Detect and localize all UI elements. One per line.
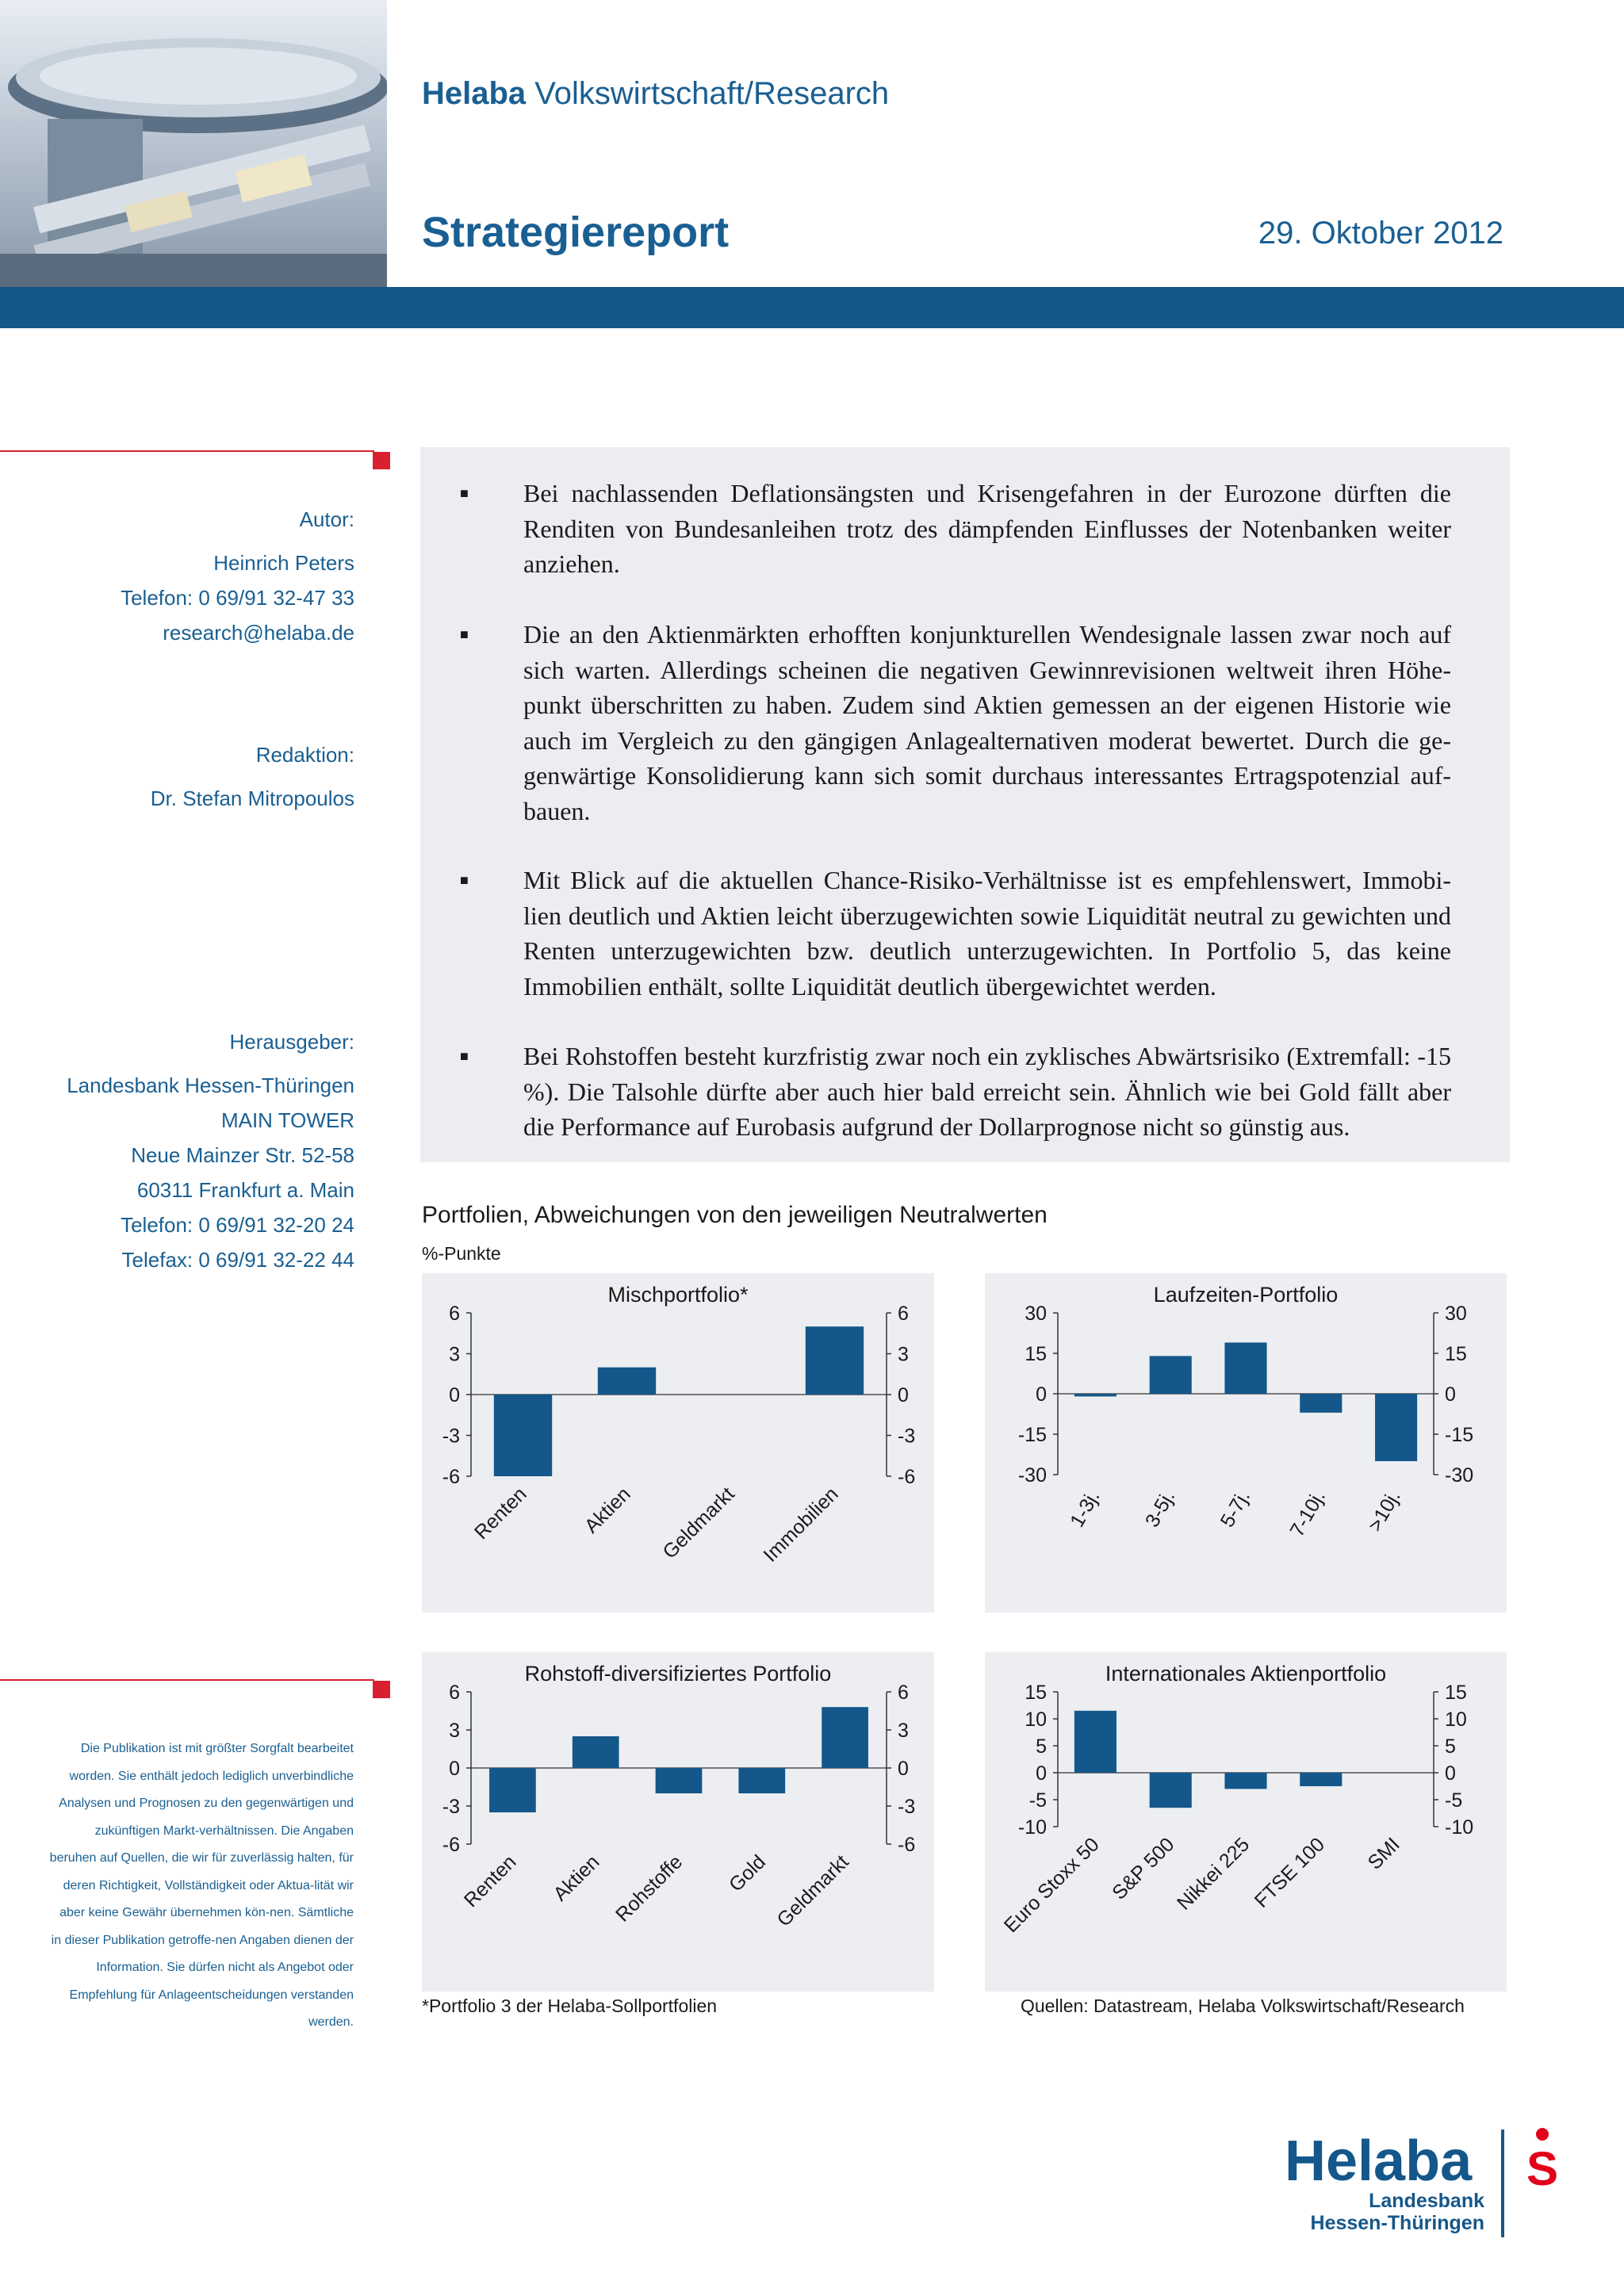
category-label: Geldmarkt [658, 1483, 739, 1563]
chart-panel-mischportfolio [422, 1273, 934, 1613]
y-tick-label-right: 3 [898, 1343, 909, 1366]
category-label: S&P 500 [1108, 1833, 1179, 1904]
bar [822, 1707, 868, 1768]
category-label: Geldmarkt [772, 1850, 853, 1931]
y-tick-label: 15 [1025, 1682, 1047, 1704]
bullet-marker: ■ [460, 485, 469, 501]
publisher-name: Landesbank Hessen-Thüringen [67, 1073, 354, 1097]
sparkasse-icon-dot [1536, 2128, 1549, 2141]
bar [598, 1368, 656, 1395]
chart-title: Laufzeiten-Portfolio [1153, 1283, 1339, 1307]
y-tick-label: -5 [1028, 1789, 1047, 1812]
header-photo [0, 0, 387, 287]
editor-name: Dr. Stefan Mitropoulos [150, 786, 354, 810]
category-label: Aktien [580, 1483, 635, 1538]
bullet-marker: ■ [460, 872, 469, 888]
y-tick-label-right: -5 [1445, 1789, 1463, 1812]
y-tick-label-right: -15 [1445, 1424, 1474, 1446]
y-tick-label-right: 10 [1445, 1709, 1467, 1731]
author-phone: Telefon: 0 69/91 32-47 33 [121, 586, 354, 610]
chart-title: Rohstoff-diversifiziertes Portfolio [524, 1662, 832, 1686]
y-tick-label-right: -6 [898, 1466, 916, 1488]
bar [1074, 1394, 1116, 1396]
sidebar-divider-2 [0, 1679, 374, 1681]
y-tick-label: -30 [1017, 1464, 1047, 1487]
y-tick-label-right: 0 [898, 1758, 909, 1780]
category-label: 1-3j. [1066, 1487, 1105, 1532]
category-label: 7-10j. [1285, 1487, 1330, 1541]
y-tick-label-right: 0 [1445, 1762, 1456, 1785]
bar [494, 1395, 552, 1476]
bar [1224, 1342, 1266, 1394]
summary-bullet [460, 476, 1451, 582]
publisher-phone: Telefon: 0 69/91 32-20 24 [121, 1213, 354, 1237]
y-tick-label: -3 [442, 1796, 460, 1818]
bar [1224, 1773, 1266, 1789]
y-tick-label: 6 [449, 1303, 460, 1325]
figure-title: Portfolien, Abweichungen von den jeweiligen Neutralwerten [422, 1202, 1048, 1228]
y-tick-label-right: -3 [898, 1796, 916, 1818]
category-label: FTSE 100 [1250, 1833, 1330, 1912]
bar [806, 1326, 864, 1395]
y-tick-label: -15 [1017, 1424, 1047, 1446]
logo-divider [1501, 2130, 1504, 2237]
bar [1375, 1394, 1417, 1461]
y-tick-label: 0 [449, 1384, 460, 1406]
author-email[interactable]: research@helaba.de [163, 621, 354, 645]
publisher-fax: Telefax: 0 69/91 32-22 44 [121, 1248, 354, 1272]
bullet-text: Bei Rohstoffen besteht kurzfristig zwar noch ein zyklisches Abwärtsrisiko (Extremfall: -15 %). Die Talsohle dürfte aber auch hier bald erreicht sein. Ähnlich wie bei Gold fällt aber die Performance auf Eurobasis aufgrund der Dollarprognose nicht so günstig aus. [523, 1042, 1451, 1141]
helaba-logo-graphic [1285, 2125, 1564, 2244]
y-tick-label-right: -10 [1445, 1816, 1474, 1839]
summary-bullet [460, 617, 1451, 828]
bullet-text: Die an den Aktienmärkten erhofften konjunkturellen Wendesignale lassen zwar noch auf sich warten. Allerdings scheinen die negativen Gewinnrevisionen weltweit ihren Höhe-punkt überschritten zu haben. Zudem sind Aktien gemessen an der eigenen Historie wie auch im Vergleich zu den gängigen Anlagealternativen moderat bewertet. Durch die ge-genwärtige Konsolidierung kann sich somit durchaus interessantes Ertragspotenzial auf-bauen. [523, 620, 1451, 825]
figure-sources: Quellen: Datastream, Helaba Volkswirtschaft/Research [1021, 1996, 1465, 2016]
chart-mischportfolio [422, 1273, 934, 1613]
category-label: Rohstoffe [611, 1850, 688, 1927]
category-label: Immobilien [759, 1483, 843, 1567]
y-tick-label-right: -6 [898, 1834, 916, 1856]
y-tick-label-right: 6 [898, 1682, 909, 1704]
y-tick-label: -6 [442, 1466, 460, 1488]
category-label: >10j. [1364, 1487, 1405, 1536]
chart-panel-rohstoff [422, 1652, 934, 1992]
brand-line [422, 76, 889, 112]
bullet-text: Mit Blick auf die aktuellen Chance-Risiko-Verhältnisse ist es empfehlenswert, Immobi-lien deutlich und Aktien leicht überzugewichten sowie Liquidität neutral zu gewichten und Renten unterzugewichten bzw. deutlich unterzugewichten. In Portfolio 5, das keine Immobilien enthält, sollte Liquidität deutlich übergewichtet werden. [523, 866, 1451, 1001]
y-tick-label: 3 [449, 1720, 460, 1742]
chart-international [985, 1652, 1507, 1992]
y-tick-label: 6 [449, 1682, 460, 1704]
bar [573, 1736, 619, 1768]
sparkasse-icon: S [1526, 2142, 1559, 2195]
y-tick-label-right: -3 [898, 1425, 916, 1448]
y-tick-label-right: -30 [1445, 1464, 1474, 1487]
y-tick-label-right: 30 [1445, 1303, 1467, 1325]
disclaimer: Die Publikation ist mit größter Sorgfalt bearbeitet worden. Sie enthält jedoch lediglich unverbindliche Analysen und Prognosen zu den gegenwärtigen und zukünftigen Markt-verhältnissen. Die Angaben beruhen auf Quellen, die wir für zuverlässig halten, für deren Richtigkeit, Vollständigkeit oder Aktua-lität wir aber keine Gewähr übernehmen kön-nen. Sämtliche in dieser Publikation getroffe-nen Angaben dienen der Information. Sie dürfen nicht als Angebot oder Empfehlung für Anlageentscheidungen verstanden werden. [49, 1742, 354, 2029]
y-tick-label: 30 [1025, 1303, 1047, 1325]
y-tick-label: 15 [1025, 1343, 1047, 1365]
report-title: Strategiereport [422, 209, 730, 256]
bullet-marker: ■ [460, 1048, 469, 1064]
sidebar-marker [373, 452, 390, 469]
bar [1074, 1711, 1116, 1773]
bar [1300, 1394, 1342, 1413]
bar [1150, 1356, 1192, 1394]
y-tick-label-right: 5 [1445, 1735, 1456, 1758]
y-tick-label-right: 6 [898, 1303, 909, 1325]
publisher-label: Herausgeber: [229, 1030, 354, 1054]
y-tick-label: 3 [449, 1343, 460, 1366]
bullet-marker: ■ [460, 626, 469, 642]
scale-photo-illustration [0, 0, 387, 287]
category-label: SMI [1363, 1833, 1404, 1874]
publisher-city: 60311 Frankfurt a. Main [136, 1178, 354, 1202]
y-tick-label-right: 3 [898, 1720, 909, 1742]
publisher-building: MAIN TOWER [220, 1108, 354, 1132]
report-date: 29. Oktober 2012 [1258, 216, 1503, 251]
bar [1300, 1773, 1342, 1786]
chart-title: Internationales Aktienportfolio [1105, 1662, 1387, 1686]
author-name: Heinrich Peters [213, 551, 354, 575]
logo-line1: Landesbank [1369, 2190, 1484, 2212]
bullet-text: Bei nachlassenden Deflationsängsten und Krisengefahren in der Eurozone dürften die Renditen von Bundesanleihen trotz des dämpfenden Einflusses der Notenbanken weiter anziehen. [523, 479, 1451, 578]
author-label: Autor: [299, 507, 354, 531]
bar [738, 1768, 785, 1793]
figure-unit: %-Punkte [422, 1243, 501, 1264]
editor-label: Redaktion: [255, 743, 354, 767]
category-label: 5-7j. [1216, 1487, 1255, 1532]
y-tick-label: -10 [1017, 1816, 1047, 1839]
summary-box [420, 447, 1510, 1162]
y-tick-label: 0 [1036, 1762, 1047, 1785]
y-tick-label: -6 [442, 1834, 460, 1856]
brand-name: Helaba [422, 76, 527, 111]
category-label: Renten [469, 1483, 531, 1544]
chart-panel-laufzeiten [985, 1273, 1507, 1613]
y-tick-label-right: 0 [898, 1384, 909, 1406]
bar [489, 1768, 536, 1812]
y-tick-label: 0 [1036, 1383, 1047, 1406]
y-tick-label-right: 0 [1445, 1383, 1456, 1406]
chart-panel-international [985, 1652, 1507, 1992]
y-tick-label: 0 [449, 1758, 460, 1780]
sidebar-divider [0, 450, 374, 452]
header-bar [0, 287, 1624, 328]
y-tick-label-right: 15 [1445, 1682, 1467, 1704]
department-name: Volkswirtschaft/Research [534, 76, 890, 111]
category-label: Euro Stoxx 50 [999, 1833, 1104, 1938]
chart-laufzeiten [985, 1273, 1507, 1613]
chart-title: Mischportfolio* [607, 1283, 749, 1307]
summary-bullet [460, 1039, 1451, 1145]
category-label: Nikkei 225 [1172, 1833, 1254, 1915]
sidebar-marker-2 [373, 1681, 390, 1698]
category-label: Aktien [549, 1850, 604, 1906]
figure-footnote: *Portfolio 3 der Helaba-Sollportfolien [422, 1996, 718, 2016]
helaba-logo [1285, 2125, 1564, 2244]
category-label: Renten [459, 1850, 521, 1912]
logo-line2: Hessen-Thüringen [1310, 2212, 1484, 2234]
y-tick-label: 5 [1036, 1735, 1047, 1758]
y-tick-label: 10 [1025, 1709, 1047, 1731]
category-label: 3-5j. [1140, 1487, 1180, 1532]
logo-wordmark: Helaba [1285, 2130, 1473, 2193]
y-tick-label-right: 15 [1445, 1343, 1467, 1365]
chart-rohstoff [422, 1652, 934, 1992]
bar [1150, 1773, 1192, 1808]
publisher-street: Neue Mainzer Str. 52-58 [131, 1143, 354, 1167]
summary-bullet [460, 863, 1451, 1004]
category-label: Gold [724, 1850, 771, 1896]
y-tick-label: -3 [442, 1425, 460, 1448]
bar [656, 1768, 703, 1793]
